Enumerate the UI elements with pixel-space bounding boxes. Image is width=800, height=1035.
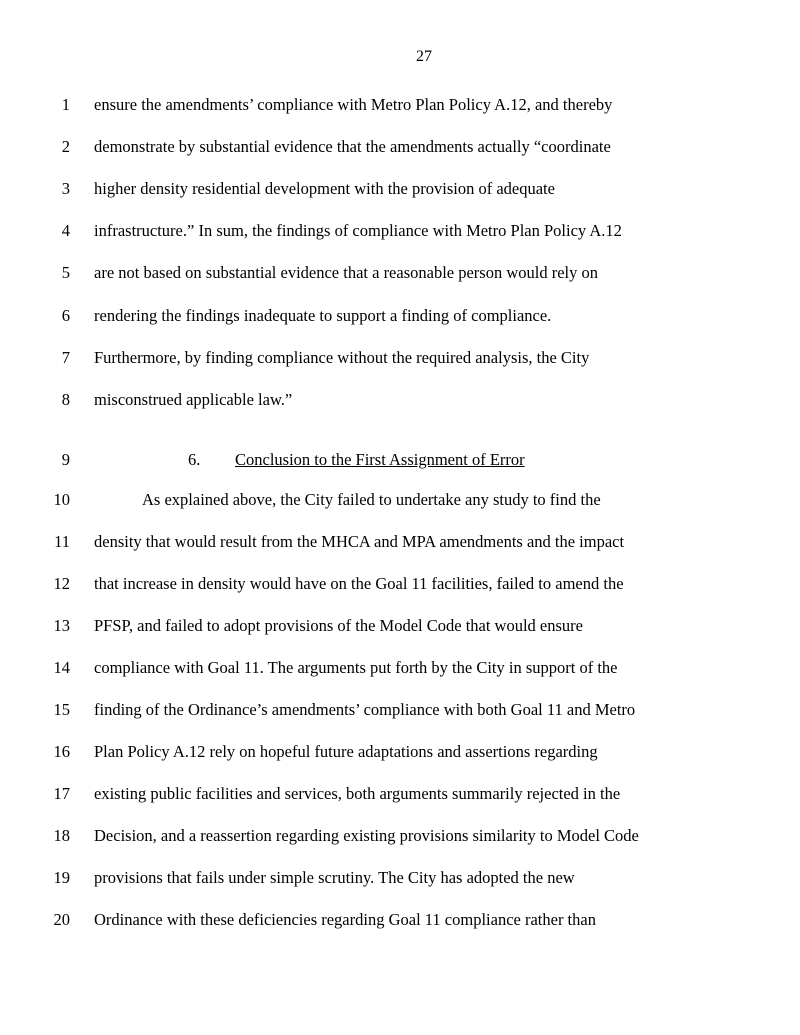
line-number: 14 [53, 658, 70, 677]
line-text: ensure the amendments’ compliance with Metro Plan Policy A.12, and thereby [94, 95, 613, 114]
line-number: 1 [61, 95, 70, 114]
line-text: are not based on substantial evidence that a reasonable person would rely on [94, 263, 598, 282]
line-text: that increase in density would have on the Goal 11 facilities, failed to amend the [94, 574, 624, 593]
line-number: 15 [53, 700, 70, 719]
line-number: 18 [53, 826, 70, 845]
line-text: infrastructure.” In sum, the findings of compliance with Metro Plan Policy A.12 [94, 221, 622, 240]
line-text: Furthermore, by finding compliance without the required analysis, the City [94, 348, 590, 367]
text-line [0, 782, 800, 806]
line-text: Ordinance with these deficiencies regarding Goal 11 compliance rather than [94, 910, 596, 929]
line-number: 6 [61, 306, 70, 325]
text-line [0, 135, 800, 159]
line-text: existing public facilities and services, both arguments summarily rejected in the [94, 784, 621, 803]
text-line [0, 572, 800, 596]
text-line [0, 908, 800, 932]
line-text: rendering the findings inadequate to support a finding of compliance. [94, 306, 552, 325]
text-line [0, 261, 800, 285]
text-line [0, 614, 800, 638]
text-line [0, 866, 800, 890]
line-number: 3 [61, 179, 70, 198]
text-line [0, 177, 800, 201]
section-number: 6. [188, 450, 201, 469]
line-text: misconstrued applicable law.” [94, 390, 293, 409]
line-number: 2 [61, 137, 70, 156]
line-text: Decision, and a reassertion regarding existing provisions similarity to Model Code [94, 826, 639, 845]
line-text: Plan Policy A.12 rely on hopeful future adaptations and assertions regarding [94, 742, 598, 761]
line-text: density that would result from the MHCA and MPA amendments and the impact [94, 532, 625, 551]
line-number: 19 [53, 868, 70, 887]
text-line [0, 698, 800, 722]
line-number: 5 [61, 263, 70, 282]
line-number: 20 [53, 910, 70, 929]
text-line [0, 346, 800, 370]
text-line [0, 656, 800, 680]
line-number: 4 [61, 221, 70, 240]
line-text: provisions that fails under simple scrutiny. The City has adopted the new [94, 868, 575, 887]
line-text: compliance with Goal 11. The arguments put forth by the City in support of the [94, 658, 618, 677]
line-number: 7 [61, 348, 70, 367]
line-text: As explained above, the City failed to undertake any study to find the [142, 490, 601, 509]
text-line [0, 93, 800, 117]
text-line [0, 824, 800, 848]
line-number: 10 [53, 490, 70, 509]
text-line [0, 488, 800, 512]
text-line [0, 388, 800, 412]
line-number: 13 [53, 616, 70, 635]
section-title: Conclusion to the First Assignment of Error [235, 450, 525, 469]
text-line [0, 530, 800, 554]
line-text: demonstrate by substantial evidence that the amendments actually “coordinate [94, 137, 611, 156]
line-text: PFSP, and failed to adopt provisions of the Model Code that would ensure [94, 616, 583, 635]
line-text: finding of the Ordinance’s amendments’ compliance with both Goal 11 and Metro [94, 700, 636, 719]
line-number: 16 [53, 742, 70, 761]
text-line [0, 304, 800, 328]
page-number: 27 [416, 48, 432, 65]
line-number: 11 [54, 532, 70, 551]
line-number: 8 [61, 390, 70, 409]
text-line [0, 219, 800, 243]
line-number: 17 [53, 784, 70, 803]
line-text: higher density residential development with the provision of adequate [94, 179, 555, 198]
line-number: 12 [53, 574, 70, 593]
line-number: 9 [61, 450, 70, 469]
section-heading [0, 448, 800, 472]
text-line [0, 740, 800, 764]
